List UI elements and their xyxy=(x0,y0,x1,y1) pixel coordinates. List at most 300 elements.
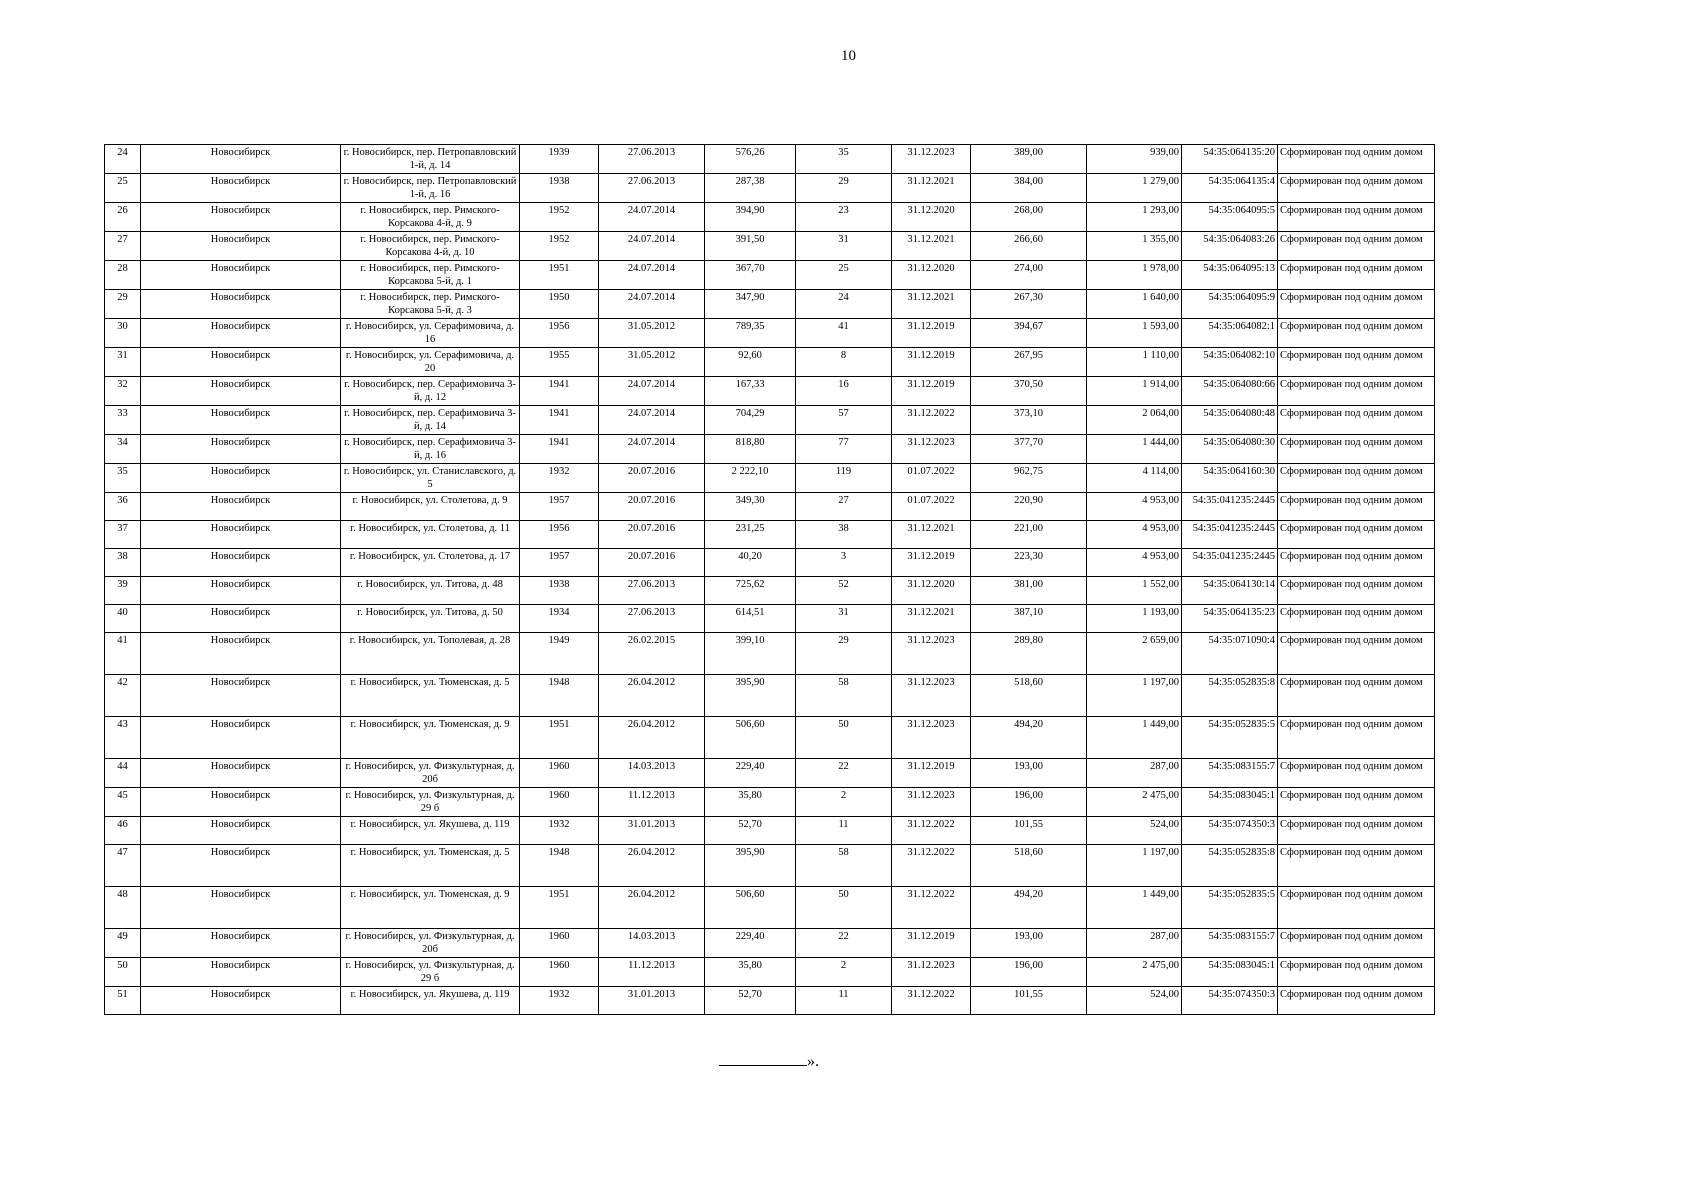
year-built-cell: 1941 xyxy=(520,435,599,464)
row-number: 37 xyxy=(105,521,141,549)
land-area-cell: 1 197,00 xyxy=(1087,845,1182,887)
decision-date-cell: 11.12.2013 xyxy=(599,788,705,817)
residents-cell: 52 xyxy=(796,577,892,605)
area-cell: 287,38 xyxy=(705,174,796,203)
note-cell: Сформирован под одним домом xyxy=(1278,290,1435,319)
decision-date-cell: 26.04.2012 xyxy=(599,675,705,717)
area-cell: 818,80 xyxy=(705,435,796,464)
land-area-cell: 2 475,00 xyxy=(1087,958,1182,987)
table-row xyxy=(105,817,1435,845)
city-cell: Новосибирск xyxy=(141,406,341,435)
residents-cell: 41 xyxy=(796,319,892,348)
cadastral-number-cell: 54:35:083045:1 xyxy=(1182,958,1278,987)
land-area-cell: 1 193,00 xyxy=(1087,605,1182,633)
address-cell: г. Новосибирск, ул. Физкультурная, д. 20б xyxy=(341,929,520,958)
residents-cell: 35 xyxy=(796,145,892,174)
row-number: 43 xyxy=(105,717,141,759)
deadline-cell: 31.12.2021 xyxy=(892,290,971,319)
note-cell: Сформирован под одним домом xyxy=(1278,406,1435,435)
year-built-cell: 1960 xyxy=(520,958,599,987)
year-built-cell: 1948 xyxy=(520,845,599,887)
deadline-cell: 31.12.2021 xyxy=(892,232,971,261)
row-number: 41 xyxy=(105,633,141,675)
note-cell: Сформирован под одним домом xyxy=(1278,817,1435,845)
table-row xyxy=(105,929,1435,958)
address-cell: г. Новосибирск, пер. Петропавловский 1-й, д. 14 xyxy=(341,145,520,174)
residents-cell: 29 xyxy=(796,174,892,203)
address-cell: г. Новосибирск, пер. Римского-Корсакова 5-й, д. 1 xyxy=(341,261,520,290)
year-built-cell: 1960 xyxy=(520,788,599,817)
cadastral-number-cell: 54:35:071090:4 xyxy=(1182,633,1278,675)
residents-cell: 29 xyxy=(796,633,892,675)
building-area-cell: 274,00 xyxy=(971,261,1087,290)
address-cell: г. Новосибирск, пер. Римского-Корсакова 4-й, д. 10 xyxy=(341,232,520,261)
area-cell: 576,26 xyxy=(705,145,796,174)
row-number: 35 xyxy=(105,464,141,493)
deadline-cell: 01.07.2022 xyxy=(892,493,971,521)
building-area-cell: 267,95 xyxy=(971,348,1087,377)
area-cell: 231,25 xyxy=(705,521,796,549)
address-cell: г. Новосибирск, пер. Серафимовича 3-й, д. 14 xyxy=(341,406,520,435)
decision-date-cell: 24.07.2014 xyxy=(599,203,705,232)
year-built-cell: 1948 xyxy=(520,675,599,717)
row-number: 44 xyxy=(105,759,141,788)
decision-date-cell: 27.06.2013 xyxy=(599,145,705,174)
row-number: 50 xyxy=(105,958,141,987)
year-built-cell: 1939 xyxy=(520,145,599,174)
note-cell: Сформирован под одним домом xyxy=(1278,174,1435,203)
residents-cell: 23 xyxy=(796,203,892,232)
cadastral-number-cell: 54:35:064080:48 xyxy=(1182,406,1278,435)
housing-registry-table xyxy=(104,144,1435,1015)
area-cell: 52,70 xyxy=(705,817,796,845)
table-row xyxy=(105,348,1435,377)
decision-date-cell: 27.06.2013 xyxy=(599,174,705,203)
note-cell: Сформирован под одним домом xyxy=(1278,577,1435,605)
building-area-cell: 494,20 xyxy=(971,887,1087,929)
building-area-cell: 193,00 xyxy=(971,759,1087,788)
table-row xyxy=(105,675,1435,717)
decision-date-cell: 24.07.2014 xyxy=(599,290,705,319)
note-cell: Сформирован под одним домом xyxy=(1278,987,1435,1015)
residents-cell: 2 xyxy=(796,788,892,817)
decision-date-cell: 26.04.2012 xyxy=(599,887,705,929)
residents-cell: 11 xyxy=(796,817,892,845)
building-area-cell: 389,00 xyxy=(971,145,1087,174)
city-cell: Новосибирск xyxy=(141,633,341,675)
land-area-cell: 1 444,00 xyxy=(1087,435,1182,464)
area-cell: 347,90 xyxy=(705,290,796,319)
deadline-cell: 31.12.2023 xyxy=(892,958,971,987)
note-cell: Сформирован под одним домом xyxy=(1278,203,1435,232)
land-area-cell: 1 293,00 xyxy=(1087,203,1182,232)
land-area-cell: 1 279,00 xyxy=(1087,174,1182,203)
land-area-cell: 1 197,00 xyxy=(1087,675,1182,717)
note-cell: Сформирован под одним домом xyxy=(1278,521,1435,549)
area-cell: 367,70 xyxy=(705,261,796,290)
table-row xyxy=(105,290,1435,319)
area-cell: 35,80 xyxy=(705,958,796,987)
table-row xyxy=(105,845,1435,887)
city-cell: Новосибирск xyxy=(141,435,341,464)
table-row xyxy=(105,717,1435,759)
table-row xyxy=(105,887,1435,929)
address-cell: г. Новосибирск, ул. Тюменская, д. 5 xyxy=(341,845,520,887)
address-cell: г. Новосибирск, ул. Физкультурная, д. 29 б xyxy=(341,788,520,817)
note-cell: Сформирован под одним домом xyxy=(1278,319,1435,348)
row-number: 45 xyxy=(105,788,141,817)
year-built-cell: 1955 xyxy=(520,348,599,377)
cadastral-number-cell: 54:35:052835:8 xyxy=(1182,845,1278,887)
address-cell: г. Новосибирск, ул. Якушева, д. 119 xyxy=(341,987,520,1015)
deadline-cell: 31.12.2019 xyxy=(892,549,971,577)
decision-date-cell: 31.01.2013 xyxy=(599,987,705,1015)
table-row xyxy=(105,319,1435,348)
city-cell: Новосибирск xyxy=(141,675,341,717)
page-number: 10 xyxy=(841,48,856,64)
decision-date-cell: 20.07.2016 xyxy=(599,493,705,521)
decision-date-cell: 20.07.2016 xyxy=(599,521,705,549)
city-cell: Новосибирск xyxy=(141,817,341,845)
residents-cell: 57 xyxy=(796,406,892,435)
city-cell: Новосибирск xyxy=(141,174,341,203)
deadline-cell: 31.12.2022 xyxy=(892,845,971,887)
cadastral-number-cell: 54:35:064135:23 xyxy=(1182,605,1278,633)
year-built-cell: 1950 xyxy=(520,290,599,319)
row-number: 42 xyxy=(105,675,141,717)
note-cell: Сформирован под одним домом xyxy=(1278,929,1435,958)
city-cell: Новосибирск xyxy=(141,845,341,887)
row-number: 34 xyxy=(105,435,141,464)
table-row xyxy=(105,406,1435,435)
note-cell: Сформирован под одним домом xyxy=(1278,788,1435,817)
table-row xyxy=(105,232,1435,261)
year-built-cell: 1957 xyxy=(520,493,599,521)
residents-cell: 16 xyxy=(796,377,892,406)
residents-cell: 8 xyxy=(796,348,892,377)
address-cell: г. Новосибирск, ул. Титова, д. 48 xyxy=(341,577,520,605)
residents-cell: 58 xyxy=(796,845,892,887)
land-area-cell: 2 475,00 xyxy=(1087,788,1182,817)
deadline-cell: 01.07.2022 xyxy=(892,464,971,493)
cadastral-number-cell: 54:35:064130:14 xyxy=(1182,577,1278,605)
decision-date-cell: 24.07.2014 xyxy=(599,232,705,261)
deadline-cell: 31.12.2023 xyxy=(892,717,971,759)
city-cell: Новосибирск xyxy=(141,348,341,377)
city-cell: Новосибирск xyxy=(141,377,341,406)
building-area-cell: 381,00 xyxy=(971,577,1087,605)
deadline-cell: 31.12.2019 xyxy=(892,377,971,406)
area-cell: 395,90 xyxy=(705,675,796,717)
signature-line xyxy=(719,1053,807,1066)
address-cell: г. Новосибирск, ул. Серафимовича, д. 16 xyxy=(341,319,520,348)
table-row xyxy=(105,549,1435,577)
row-number: 32 xyxy=(105,377,141,406)
cadastral-number-cell: 54:35:064095:9 xyxy=(1182,290,1278,319)
area-cell: 394,90 xyxy=(705,203,796,232)
residents-cell: 3 xyxy=(796,549,892,577)
row-number: 40 xyxy=(105,605,141,633)
city-cell: Новосибирск xyxy=(141,203,341,232)
year-built-cell: 1960 xyxy=(520,759,599,788)
land-area-cell: 1 640,00 xyxy=(1087,290,1182,319)
decision-date-cell: 26.04.2012 xyxy=(599,845,705,887)
residents-cell: 50 xyxy=(796,887,892,929)
residents-cell: 38 xyxy=(796,521,892,549)
deadline-cell: 31.12.2023 xyxy=(892,145,971,174)
table-row xyxy=(105,577,1435,605)
decision-date-cell: 31.01.2013 xyxy=(599,817,705,845)
decision-date-cell: 11.12.2013 xyxy=(599,958,705,987)
note-cell: Сформирован под одним домом xyxy=(1278,958,1435,987)
table-row xyxy=(105,261,1435,290)
row-number: 39 xyxy=(105,577,141,605)
building-area-cell: 518,60 xyxy=(971,845,1087,887)
table-row xyxy=(105,435,1435,464)
city-cell: Новосибирск xyxy=(141,232,341,261)
cadastral-number-cell: 54:35:064082:10 xyxy=(1182,348,1278,377)
city-cell: Новосибирск xyxy=(141,788,341,817)
building-area-cell: 377,70 xyxy=(971,435,1087,464)
cadastral-number-cell: 54:35:064095:13 xyxy=(1182,261,1278,290)
city-cell: Новосибирск xyxy=(141,605,341,633)
year-built-cell: 1957 xyxy=(520,549,599,577)
area-cell: 725,62 xyxy=(705,577,796,605)
deadline-cell: 31.12.2023 xyxy=(892,633,971,675)
row-number: 51 xyxy=(105,987,141,1015)
table-row xyxy=(105,203,1435,232)
cadastral-number-cell: 54:35:052835:5 xyxy=(1182,717,1278,759)
decision-date-cell: 20.07.2016 xyxy=(599,549,705,577)
cadastral-number-cell: 54:35:041235:2445 xyxy=(1182,521,1278,549)
row-number: 36 xyxy=(105,493,141,521)
land-area-cell: 1 914,00 xyxy=(1087,377,1182,406)
city-cell: Новосибирск xyxy=(141,493,341,521)
row-number: 49 xyxy=(105,929,141,958)
table-row xyxy=(105,633,1435,675)
land-area-cell: 1 978,00 xyxy=(1087,261,1182,290)
city-cell: Новосибирск xyxy=(141,577,341,605)
note-cell: Сформирован под одним домом xyxy=(1278,377,1435,406)
decision-date-cell: 31.05.2012 xyxy=(599,319,705,348)
year-built-cell: 1938 xyxy=(520,174,599,203)
year-built-cell: 1938 xyxy=(520,577,599,605)
year-built-cell: 1932 xyxy=(520,817,599,845)
city-cell: Новосибирск xyxy=(141,759,341,788)
address-cell: г. Новосибирск, ул. Тюменская, д. 9 xyxy=(341,717,520,759)
land-area-cell: 1 449,00 xyxy=(1087,887,1182,929)
land-area-cell: 2 064,00 xyxy=(1087,406,1182,435)
building-area-cell: 268,00 xyxy=(971,203,1087,232)
area-cell: 399,10 xyxy=(705,633,796,675)
area-cell: 2 222,10 xyxy=(705,464,796,493)
note-cell: Сформирован под одним домом xyxy=(1278,759,1435,788)
note-cell: Сформирован под одним домом xyxy=(1278,675,1435,717)
land-area-cell: 1 355,00 xyxy=(1087,232,1182,261)
row-number: 38 xyxy=(105,549,141,577)
address-cell: г. Новосибирск, ул. Столетова, д. 9 xyxy=(341,493,520,521)
building-area-cell: 196,00 xyxy=(971,788,1087,817)
building-area-cell: 387,10 xyxy=(971,605,1087,633)
area-cell: 614,51 xyxy=(705,605,796,633)
cadastral-number-cell: 54:35:064082:1 xyxy=(1182,319,1278,348)
deadline-cell: 31.12.2022 xyxy=(892,987,971,1015)
year-built-cell: 1951 xyxy=(520,261,599,290)
deadline-cell: 31.12.2022 xyxy=(892,406,971,435)
row-number: 26 xyxy=(105,203,141,232)
address-cell: г. Новосибирск, ул. Станиславского, д. 5 xyxy=(341,464,520,493)
decision-date-cell: 31.05.2012 xyxy=(599,348,705,377)
decision-date-cell: 20.07.2016 xyxy=(599,464,705,493)
city-cell: Новосибирск xyxy=(141,261,341,290)
city-cell: Новосибирск xyxy=(141,958,341,987)
note-cell: Сформирован под одним домом xyxy=(1278,493,1435,521)
building-area-cell: 267,30 xyxy=(971,290,1087,319)
cadastral-number-cell: 54:35:064135:4 xyxy=(1182,174,1278,203)
residents-cell: 50 xyxy=(796,717,892,759)
residents-cell: 77 xyxy=(796,435,892,464)
address-cell: г. Новосибирск, ул. Титова, д. 50 xyxy=(341,605,520,633)
cadastral-number-cell: 54:35:074350:3 xyxy=(1182,817,1278,845)
deadline-cell: 31.12.2023 xyxy=(892,435,971,464)
year-built-cell: 1934 xyxy=(520,605,599,633)
land-area-cell: 1 552,00 xyxy=(1087,577,1182,605)
year-built-cell: 1952 xyxy=(520,232,599,261)
note-cell: Сформирован под одним домом xyxy=(1278,145,1435,174)
table-row xyxy=(105,788,1435,817)
address-cell: г. Новосибирск, пер. Римского-Корсакова 4-й, д. 9 xyxy=(341,203,520,232)
decision-date-cell: 14.03.2013 xyxy=(599,929,705,958)
decision-date-cell: 24.07.2014 xyxy=(599,261,705,290)
area-cell: 229,40 xyxy=(705,759,796,788)
cadastral-number-cell: 54:35:041235:2445 xyxy=(1182,549,1278,577)
residents-cell: 58 xyxy=(796,675,892,717)
cadastral-number-cell: 54:35:064080:66 xyxy=(1182,377,1278,406)
cadastral-number-cell: 54:35:041235:2445 xyxy=(1182,493,1278,521)
land-area-cell: 4 114,00 xyxy=(1087,464,1182,493)
note-cell: Сформирован под одним домом xyxy=(1278,549,1435,577)
decision-date-cell: 14.03.2013 xyxy=(599,759,705,788)
table-row xyxy=(105,493,1435,521)
decision-date-cell: 24.07.2014 xyxy=(599,377,705,406)
year-built-cell: 1941 xyxy=(520,377,599,406)
table-row xyxy=(105,958,1435,987)
address-cell: г. Новосибирск, ул. Тюменская, д. 9 xyxy=(341,887,520,929)
residents-cell: 22 xyxy=(796,759,892,788)
city-cell: Новосибирск xyxy=(141,319,341,348)
row-number: 46 xyxy=(105,817,141,845)
table-body xyxy=(105,145,1435,1015)
row-number: 33 xyxy=(105,406,141,435)
residents-cell: 2 xyxy=(796,958,892,987)
building-area-cell: 373,10 xyxy=(971,406,1087,435)
cadastral-number-cell: 54:35:064160:30 xyxy=(1182,464,1278,493)
deadline-cell: 31.12.2022 xyxy=(892,887,971,929)
area-cell: 704,29 xyxy=(705,406,796,435)
area-cell: 506,60 xyxy=(705,717,796,759)
land-area-cell: 939,00 xyxy=(1087,145,1182,174)
row-number: 28 xyxy=(105,261,141,290)
year-built-cell: 1932 xyxy=(520,464,599,493)
city-cell: Новосибирск xyxy=(141,290,341,319)
decision-date-cell: 26.02.2015 xyxy=(599,633,705,675)
decision-date-cell: 26.04.2012 xyxy=(599,717,705,759)
city-cell: Новосибирск xyxy=(141,887,341,929)
building-area-cell: 289,80 xyxy=(971,633,1087,675)
deadline-cell: 31.12.2020 xyxy=(892,577,971,605)
city-cell: Новосибирск xyxy=(141,521,341,549)
note-cell: Сформирован под одним домом xyxy=(1278,633,1435,675)
year-built-cell: 1952 xyxy=(520,203,599,232)
building-area-cell: 193,00 xyxy=(971,929,1087,958)
table-row xyxy=(105,605,1435,633)
city-cell: Новосибирск xyxy=(141,717,341,759)
city-cell: Новосибирск xyxy=(141,145,341,174)
building-area-cell: 101,55 xyxy=(971,987,1087,1015)
year-built-cell: 1956 xyxy=(520,319,599,348)
row-number: 31 xyxy=(105,348,141,377)
land-area-cell: 287,00 xyxy=(1087,759,1182,788)
cadastral-number-cell: 54:35:052835:5 xyxy=(1182,887,1278,929)
area-cell: 506,60 xyxy=(705,887,796,929)
residents-cell: 31 xyxy=(796,232,892,261)
decision-date-cell: 27.06.2013 xyxy=(599,605,705,633)
building-area-cell: 962,75 xyxy=(971,464,1087,493)
area-cell: 167,33 xyxy=(705,377,796,406)
note-cell: Сформирован под одним домом xyxy=(1278,348,1435,377)
year-built-cell: 1960 xyxy=(520,929,599,958)
closing-mark xyxy=(719,1053,819,1071)
residents-cell: 22 xyxy=(796,929,892,958)
row-number: 27 xyxy=(105,232,141,261)
area-cell: 229,40 xyxy=(705,929,796,958)
area-cell: 789,35 xyxy=(705,319,796,348)
table-row xyxy=(105,464,1435,493)
note-cell: Сформирован под одним домом xyxy=(1278,605,1435,633)
row-number: 48 xyxy=(105,887,141,929)
row-number: 29 xyxy=(105,290,141,319)
land-area-cell: 1 449,00 xyxy=(1087,717,1182,759)
address-cell: г. Новосибирск, ул. Якушева, д. 119 xyxy=(341,817,520,845)
table-row xyxy=(105,174,1435,203)
table-row xyxy=(105,145,1435,174)
building-area-cell: 220,90 xyxy=(971,493,1087,521)
land-area-cell: 524,00 xyxy=(1087,987,1182,1015)
deadline-cell: 31.12.2021 xyxy=(892,174,971,203)
address-cell: г. Новосибирск, пер. Серафимовича 3-й, д. 12 xyxy=(341,377,520,406)
city-cell: Новосибирск xyxy=(141,549,341,577)
building-area-cell: 394,67 xyxy=(971,319,1087,348)
land-area-cell: 4 953,00 xyxy=(1087,493,1182,521)
address-cell: г. Новосибирск, ул. Тюменская, д. 5 xyxy=(341,675,520,717)
residents-cell: 119 xyxy=(796,464,892,493)
land-area-cell: 1 110,00 xyxy=(1087,348,1182,377)
area-cell: 395,90 xyxy=(705,845,796,887)
address-cell: г. Новосибирск, ул. Серафимовича, д. 20 xyxy=(341,348,520,377)
cadastral-number-cell: 54:35:083155:7 xyxy=(1182,929,1278,958)
year-built-cell: 1932 xyxy=(520,987,599,1015)
year-built-cell: 1956 xyxy=(520,521,599,549)
address-cell: г. Новосибирск, ул. Столетова, д. 11 xyxy=(341,521,520,549)
table-row xyxy=(105,521,1435,549)
address-cell: г. Новосибирск, ул. Физкультурная, д. 29 б xyxy=(341,958,520,987)
deadline-cell: 31.12.2019 xyxy=(892,929,971,958)
land-area-cell: 4 953,00 xyxy=(1087,521,1182,549)
building-area-cell: 223,30 xyxy=(971,549,1087,577)
land-area-cell: 2 659,00 xyxy=(1087,633,1182,675)
address-cell: г. Новосибирск, ул. Физкультурная, д. 20б xyxy=(341,759,520,788)
row-number: 25 xyxy=(105,174,141,203)
